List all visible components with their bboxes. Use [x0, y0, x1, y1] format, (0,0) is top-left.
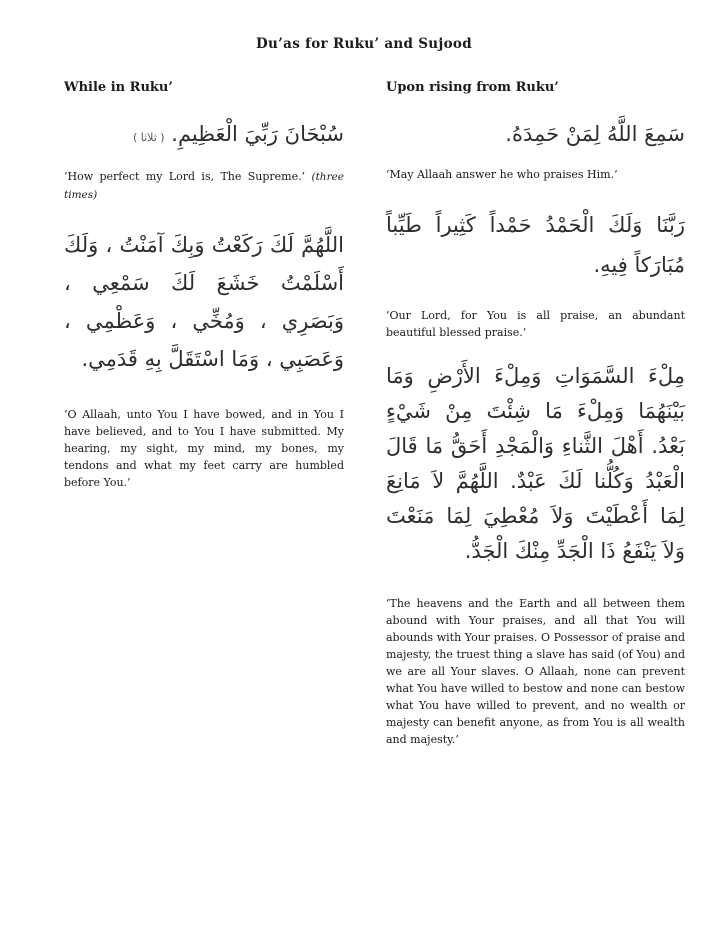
rising-dua1-arabic: سَمِعَ اللَّهُ لِمَنْ حَمِدَهُ.: [505, 122, 685, 146]
ruku-dua2-translation: ‘O Allaah, unto You I have bowed, and in You I have believed, and to You I have submitted. My hearing, my sight, my mind, my bones, my tendons and what my feet carry are humbled before You.’: [64, 408, 344, 489]
rising-dua2-translation: ‘Our Lord, for You is all praise, an abundant beautiful blessed praise.’: [386, 309, 685, 339]
page-title: Du’as for Ruku’ and Sujood: [256, 36, 472, 52]
rising-heading: Upon rising from Ruku’: [386, 80, 559, 95]
ruku-dua1-translation: [64, 168, 344, 204]
rising-dua3-translation: ‘The heavens and the Earth and all between them abound with Your praises, and all that You will abounds with Your praises. O Possessor of praise and majesty, the truest thing a slave has said (of You) and we are all Your slaves. O Allaah, none can prevent what You have willed to bestow and none can bestow what You have willed to prevent, and no wealth or majesty can benefit anyone, as from You is all wealth and majesty.’: [386, 597, 685, 746]
ruku-dua1-times: (three times): [64, 171, 345, 201]
ruku-dua1-note: ( ثلاثا ): [132, 131, 165, 144]
rising-dua3-arabic: مِلْءَ السَّمَوَاتِ وَمِلْءَ الأَرْضِ وَمَا بَيْنَهُمَا وَمِلْءَ مَا شِئْتَ مِنْ شَيْءٍ بَعْدُ. أَهْلَ الثَّناءِ وَالْمَجْدِ أَحَقُّ مَا قَالَ الْعَبْدُ وَكُلُّنا لَكَ عَبْدٌ. اللَّهُمَّ لاَ مَانِعَ لِمَا أَعْطَيْتَ وَلاَ مُعْطِيَ لِمَا مَنَعْتَ وَلاَ يَنْفَعُ ذَا الْجَدِّ مِنْكَ الْجَدُّ.: [386, 364, 685, 563]
rising-dua2-arabic: رَبَّنَا وَلَكَ الْحَمْدُ حَمْداً كَثِيراً طَيِّباً مُبَارَكاً فِيهِ.: [386, 213, 685, 277]
ruku-dua1-translation-text: ‘How perfect my Lord is, The Supreme.’: [64, 170, 306, 183]
ruku-dua1-arabic-text: سُبْحَانَ رَبِّيَ الْعَظِيمِ.: [171, 122, 344, 146]
right-column: [386, 80, 685, 748]
left-column: [64, 80, 344, 491]
ruku-heading: While in Ruku’: [64, 80, 173, 95]
ruku-dua1-arabic: [64, 118, 344, 154]
rising-dua1-translation: ‘May Allaah answer he who praises Him.’: [386, 168, 618, 181]
ruku-dua2-arabic: اللَّهُمَّ لَكَ رَكَعْتُ وَبِكَ آمَنْتُ ، وَلَكَ أَسْلَمْتُ خَشَعَ لَكَ سَمْعِي ، وَبَصَرِي ، وَمُخِّي ، وَعَظْمِي ، وَعَصَبِي ، وَمَا اسْتَقَلَّ بِهِ قَدَمِي.: [64, 233, 344, 371]
